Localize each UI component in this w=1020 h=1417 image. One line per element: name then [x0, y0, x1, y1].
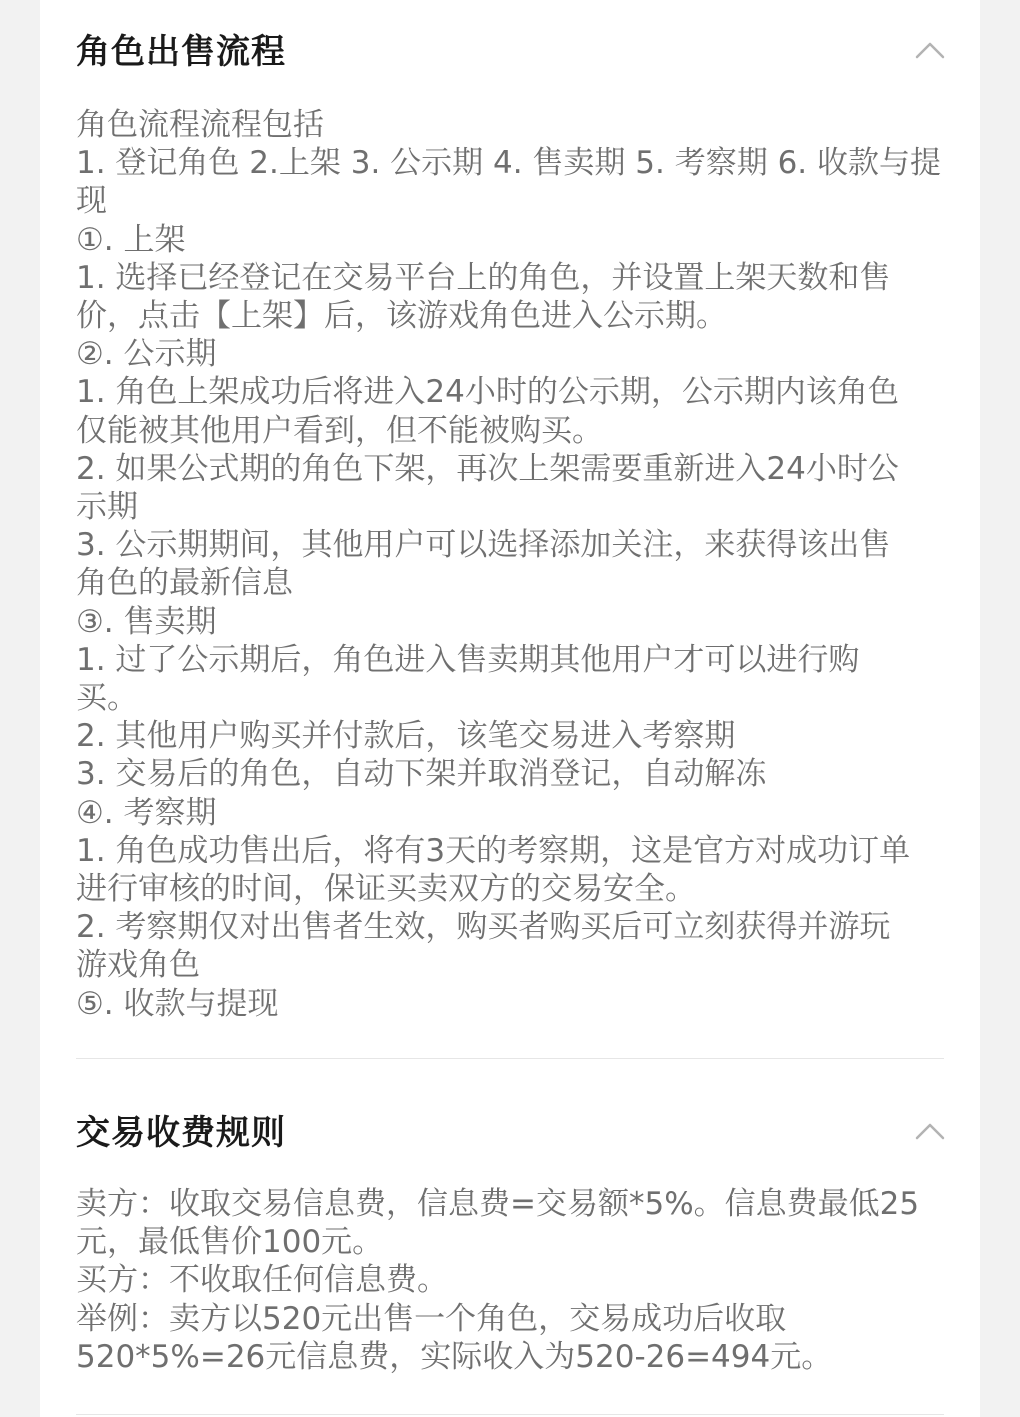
content-line: ①. 上架 — [76, 221, 186, 258]
content-line: 卖方：收取交易信息费，信息费=交易额*5%。信息费最低25 — [76, 1186, 920, 1222]
content-line: ②. 公示期 — [76, 336, 217, 373]
section-content — [76, 1185, 946, 1376]
content-line: 买。 — [76, 680, 138, 717]
section-title: 交易收费规则 — [76, 1113, 286, 1153]
content-line: 价，点击【上架】后，该游戏角色进入公示期。 — [76, 298, 727, 335]
content-line: 游戏角色 — [76, 947, 200, 984]
section-fee-rules — [76, 1087, 946, 1376]
content-line: 1. 过了公示期后，角色进入售卖期其他用户才可以进行购 — [76, 641, 860, 678]
content-line: 1. 登记角色 2.上架 3. 公示期 4. 售卖期 5. 考察期 6. 收款与提 — [76, 145, 942, 182]
content-line: 520*5%=26元信息费，实际收入为520-26=494元。 — [76, 1338, 833, 1375]
chevron-up-icon[interactable] — [912, 32, 948, 68]
content-line: 买方：不收取任何信息费。 — [76, 1262, 448, 1299]
content-line: 举例：卖方以520元出售一个角色，交易成功后收取 — [76, 1300, 787, 1337]
content-line: 1. 选择已经登记在交易平台上的角色，并设置上架天数和售 — [76, 259, 891, 296]
content-line: 2. 考察期仅对出售者生效，购买者购买后可立刻获得并游玩 — [76, 909, 891, 946]
content-line: 元，最低售价100元。 — [76, 1224, 384, 1261]
content-line: ⑤. 收款与提现 — [76, 985, 279, 1022]
content-line: 2. 如果公式期的角色下架，再次上架需要重新进入24小时公 — [76, 450, 899, 487]
content-line: 进行审核的时间，保证买卖双方的交易安全。 — [76, 871, 696, 908]
content-line: 1. 角色成功售出后，将有3天的考察期，这是官方对成功订单 — [76, 832, 911, 869]
section-header[interactable] — [76, 6, 946, 86]
section-divider — [76, 1414, 944, 1415]
chevron-up-icon[interactable] — [912, 1113, 948, 1149]
content-line: ④. 考察期 — [76, 794, 217, 831]
content-line: 2. 其他用户购买并付款后，该笔交易进入考察期 — [76, 718, 736, 755]
section-header[interactable] — [76, 1087, 946, 1167]
content-line: 示期 — [76, 489, 138, 526]
content-line: ③. 售卖期 — [76, 603, 217, 640]
section-sale-process — [76, 6, 946, 1023]
content-line: 现 — [76, 183, 107, 220]
content-line: 角色的最新信息 — [76, 565, 293, 602]
section-divider — [76, 1058, 944, 1059]
content-line: 3. 公示期期间，其他用户可以选择添加关注，来获得该出售 — [76, 527, 891, 564]
content-line: 仅能被其他用户看到，但不能被购买。 — [76, 412, 603, 449]
section-title: 角色出售流程 — [76, 32, 286, 72]
content-line: 角色流程流程包括 — [76, 107, 324, 143]
content-line: 1. 角色上架成功后将进入24小时的公示期，公示期内该角色 — [76, 374, 899, 411]
section-content — [76, 106, 946, 1023]
content-line: 3. 交易后的角色，自动下架并取消登记，自动解冻 — [76, 756, 767, 793]
